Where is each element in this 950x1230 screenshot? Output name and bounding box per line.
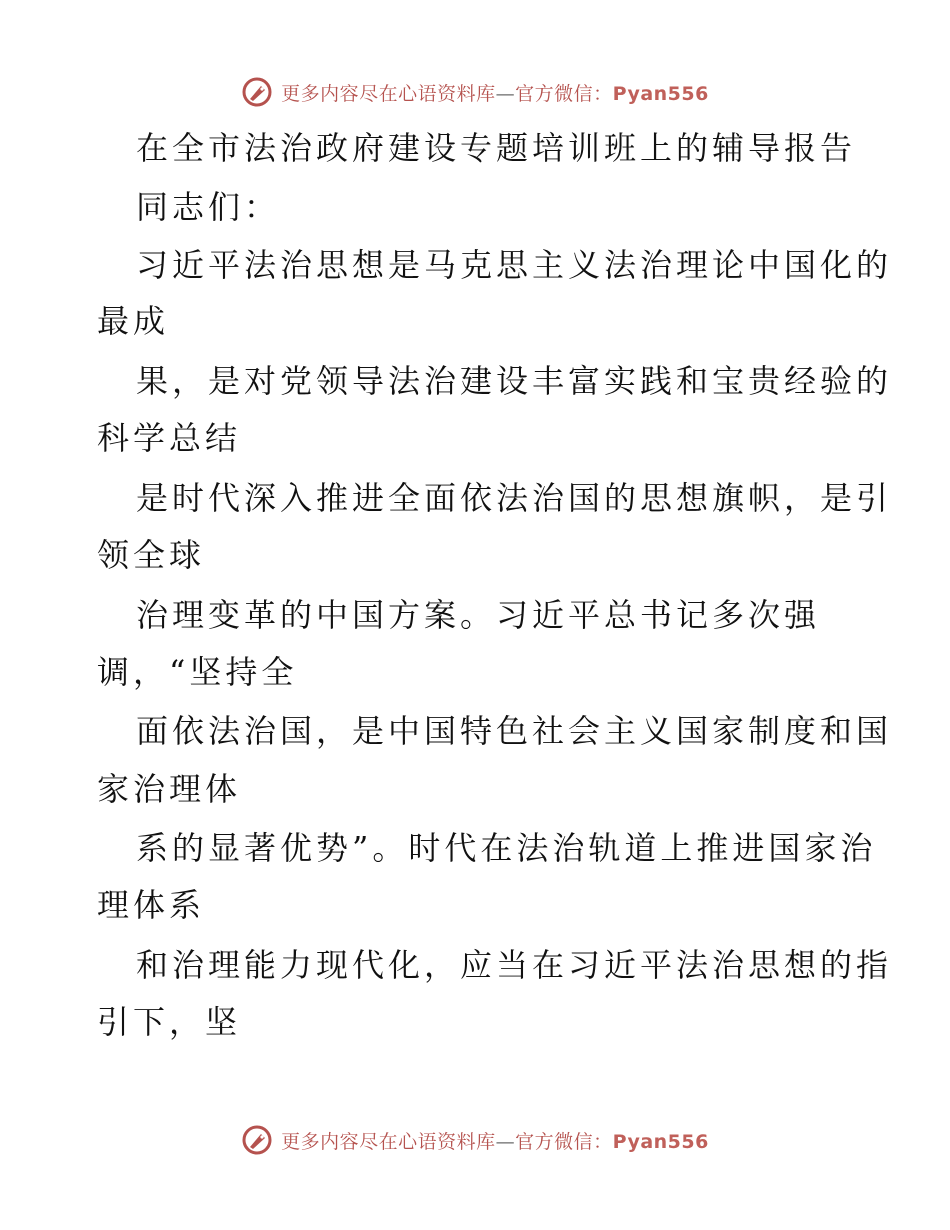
pen-nib-icon xyxy=(241,1124,273,1156)
text-line: 面依法治国，是中国特色社会主义国家制度和国 xyxy=(136,712,893,750)
text-line: 调，“坚持全 xyxy=(97,653,298,691)
document-title: 在全市法治政府建设专题培训班上的辅导报告 xyxy=(136,129,857,167)
footer-watermark xyxy=(0,1120,950,1160)
text-line: 引下，坚 xyxy=(97,1003,242,1041)
watermark-text: 更多内容尽在心语资料库—官方微信：Pyan556 xyxy=(281,1130,709,1153)
watermark-text: 更多内容尽在心语资料库—官方微信：Pyan556 xyxy=(281,82,709,105)
text-line: 理体系 xyxy=(97,886,206,924)
text-line: 习近平法治思想是马克思主义法治理论中国化的 xyxy=(136,246,893,284)
pen-nib-icon xyxy=(241,76,273,108)
text-line: 系的显著优势”。时代在法治轨道上推进国家治 xyxy=(136,829,877,867)
text-line: 治理变革的中国方案。习近平总书记多次强 xyxy=(136,596,821,634)
text-line: 家治理体 xyxy=(97,770,242,808)
text-line: 科学总结 xyxy=(97,419,242,457)
header-watermark xyxy=(0,72,950,112)
text-line: 果，是对党领导法治建设丰富实践和宝贵经验的 xyxy=(136,362,893,400)
salutation: 同志们： xyxy=(136,188,281,226)
text-line: 是时代深入推进全面依法治国的思想旗帜，是引 xyxy=(136,479,893,517)
text-line: 领全球 xyxy=(97,536,206,574)
text-line: 最成 xyxy=(97,302,170,340)
text-line: 和治理能力现代化，应当在习近平法治思想的指 xyxy=(136,946,893,984)
